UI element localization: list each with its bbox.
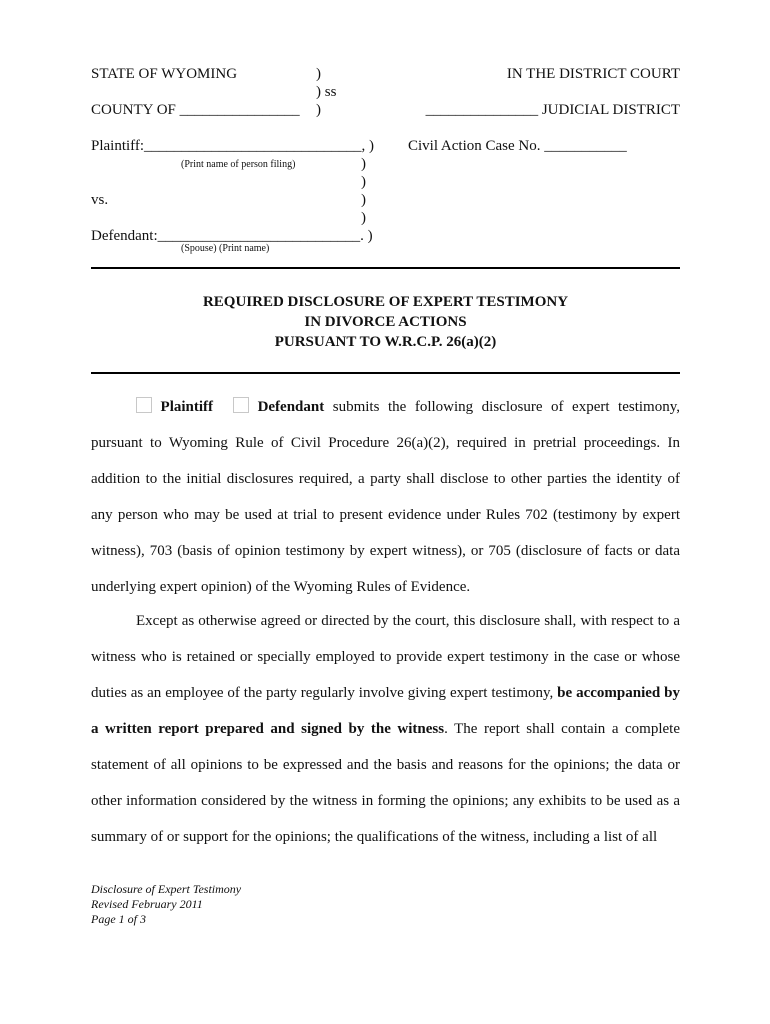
defendant-note: (Spouse) (Print name)	[181, 243, 270, 254]
paragraph-1	[91, 389, 680, 605]
paragraph-2-text: Except as otherwise agreed or directed by the court, this disclosure shall, with respect to a witness who is retained or specially employed to provide expert testimony in the case or whose duties as an employee of the party regularly involve giving expert testimony,	[91, 613, 680, 701]
defendant-checkbox[interactable]	[233, 397, 249, 413]
vs-label: vs.	[91, 192, 109, 208]
paragraph-2-emphasis: be accompanied by a written report prepared and signed by the witness	[91, 685, 680, 737]
defendant-field[interactable]: Defendant:___________________________. )	[91, 228, 373, 244]
footer-page-number: Page 1 of 3	[91, 912, 146, 926]
plaintiff-checkbox[interactable]	[136, 397, 152, 413]
plaintiff-option-label: Plaintiff	[160, 399, 214, 415]
ss-label: ) ss	[316, 84, 337, 100]
divider-top	[91, 267, 680, 269]
caption-paren: )	[361, 174, 366, 190]
paragraph-2-text-end: . The report shall contain a complete statement of all opinions to be expressed and the basis and reasons for the opinions; the data or other information considered by the witness in forming the opinions; any exhibits to be used as a summary of or support for the opinions; the qualifications of the witness, including a list of all	[91, 721, 681, 845]
caption-paren: )	[316, 102, 321, 118]
judicial-district-field[interactable]: _______________ JUDICIAL DISTRICT	[425, 102, 680, 118]
defendant-option-label: Defendant	[257, 399, 325, 415]
plaintiff-note: (Print name of person filing)	[181, 159, 296, 170]
page-footer	[91, 882, 241, 927]
paragraph-2	[91, 603, 680, 855]
court-label: IN THE DISTRICT COURT	[506, 66, 680, 82]
caption-paren: )	[361, 210, 366, 226]
divider-bottom	[91, 372, 680, 374]
case-number-field[interactable]: Civil Action Case No. ___________	[408, 138, 627, 154]
state-label: STATE OF WYOMING	[91, 66, 238, 82]
doc-title-line2: IN DIVORCE ACTIONS	[304, 314, 467, 330]
county-field[interactable]: COUNTY OF ________________	[91, 102, 300, 118]
paragraph-1-text: submits the following disclosure of expert testimony, pursuant to Wyoming Rule of Civil Procedure 26(a)(2), required in pretrial proceedings. In addition to the initial disclosures required, a party shall disclose to other parties the identity of any person who may be used at trial to present evidence under Rules 702 (testimony by expert witness), 703 (basis of opinion testimony by expert witness), or 705 (disclosure of facts or data underlying expert opinion) of the Wyoming Rules of Evidence.	[91, 399, 680, 595]
doc-title-line3: PURSUANT TO W.R.C.P. 26(a)(2)	[274, 334, 497, 350]
caption-paren: )	[361, 192, 366, 208]
caption-paren: )	[316, 66, 321, 82]
footer-form-name: Disclosure of Expert Testimony	[91, 882, 242, 896]
footer-revision: Revised February 2011	[91, 897, 203, 911]
plaintiff-field[interactable]: Plaintiff:_____________________________, )	[91, 138, 375, 154]
caption-paren: )	[361, 156, 366, 172]
doc-title-line1: REQUIRED DISCLOSURE OF EXPERT TESTIMONY	[202, 294, 569, 310]
